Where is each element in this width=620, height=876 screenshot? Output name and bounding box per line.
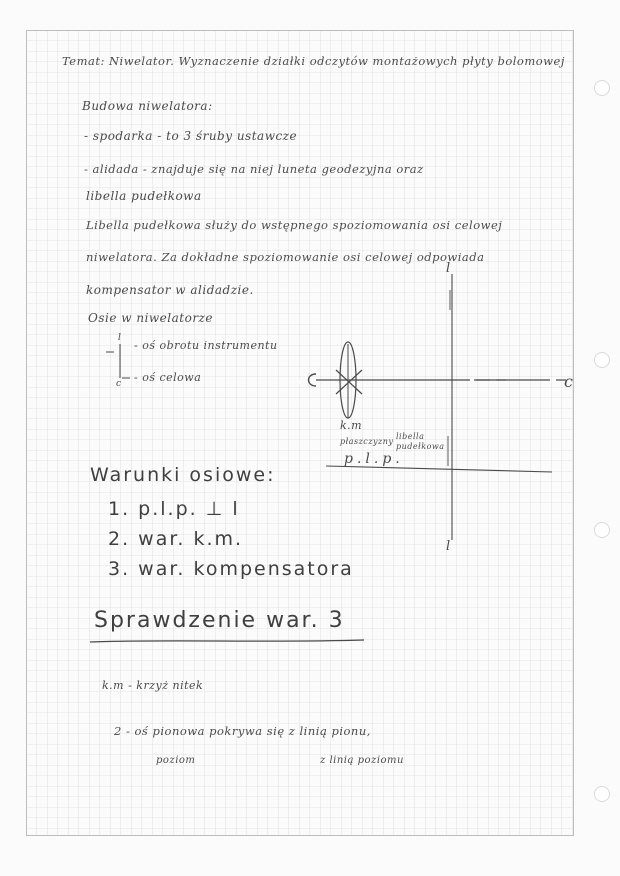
paragraph-line: kompensator w alidadzie. [86, 283, 254, 297]
condition-item: 1. p.l.p. ⊥ l [108, 498, 240, 520]
diagram-label-l-bottom: l [446, 539, 451, 554]
page-title: Temat: Niwelator. Wyznaczenie działki odczytów montażowych płyty bolomowej [62, 54, 565, 68]
level-diagram [290, 270, 590, 580]
diagram-label-km: k.m [340, 419, 363, 432]
axis-symbol-c: c [116, 379, 122, 389]
check-line: poziom [156, 755, 196, 766]
punch-hole [594, 352, 610, 368]
section-heading-osie: Osie w niwelatorze [88, 311, 213, 325]
paragraph-line: niwelatora. Za dokładne spoziomowanie osi celowej odpowiada [86, 250, 485, 264]
condition-item: 2. war. k.m. [108, 528, 244, 550]
punch-hole [594, 522, 610, 538]
punch-hole [594, 786, 610, 802]
section-heading-budowa: Budowa niwelatora: [82, 99, 213, 113]
list-item: - alidada - znajduje się na niej luneta geodezyjna oraz [84, 162, 424, 176]
condition-item: 3. war. kompensatora [108, 558, 354, 580]
check-line: 2 - oś pionowa pokrywa się z linią pionu, [114, 724, 371, 738]
paragraph-line: Libella pudełkowa służy do wstępnego spoziomowania osi celowej [86, 218, 503, 232]
axis-v-label: - oś obrotu instrumentu [134, 339, 278, 352]
list-item: libella pudełkowa [86, 189, 202, 203]
list-item: - spodarka - to 3 śruby ustawcze [84, 129, 298, 143]
check-heading: Sprawdzenie war. 3 [94, 608, 345, 633]
conditions-heading: Warunki osiowe: [90, 464, 276, 486]
diagram-label-km-note: płaszczyzny [340, 437, 394, 446]
diagram-label-libela: libella pudełkowa [396, 432, 445, 451]
diagram-label-l-top: l [446, 261, 451, 276]
axis-c-label: - oś celowa [134, 371, 202, 384]
diagram-label-plp: p.l.p. [344, 451, 404, 467]
diagram-label-c-left: c [298, 373, 307, 389]
check-line: k.m - krzyż nitek [102, 679, 204, 692]
punch-hole [594, 80, 610, 96]
axis-symbol-drawing [100, 330, 140, 390]
diagram-label-c-right: c [564, 372, 574, 391]
axis-symbol-l: l [118, 333, 122, 343]
check-line: z linią poziomu [320, 755, 404, 766]
check-heading-underline [88, 636, 368, 646]
